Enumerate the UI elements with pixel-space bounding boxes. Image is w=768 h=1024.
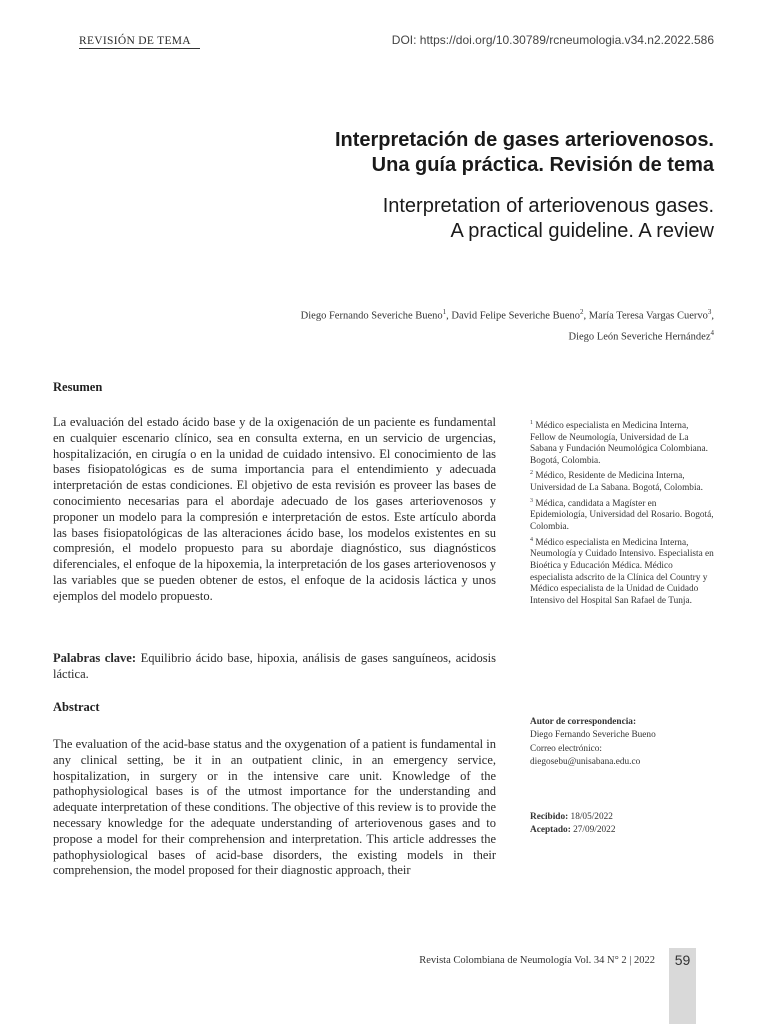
author-4: Diego León Severiche Hernández: [568, 331, 711, 342]
footnote-2: [530, 468, 714, 494]
keywords-text: Equilibrio ácido base, hipoxia, análisis de gases sanguíneos, acidosis láctica.: [53, 651, 496, 681]
keywords: [53, 651, 496, 683]
author-separator: ,: [711, 310, 714, 322]
title-english: [383, 194, 714, 244]
authors-line2: [301, 325, 714, 346]
section-label: REVISIÓN DE TEMA: [79, 35, 200, 49]
footnote-number: 2: [530, 470, 533, 477]
title-en-line1: Interpretation of arteriovenous gases.: [382, 195, 714, 217]
footnote-text: Médico especialista en Medicina Interna, Fellow de Neumología, Universidad de La Sabana y Fundación Neumológica Colombiana. Bogotá, Colombia.: [530, 421, 708, 466]
footnote-number: 3: [530, 497, 533, 504]
footnote-text: Médica, candidata a Magíster en Epidemiología, Universidad del Rosario. Bogotá, Colombia.: [530, 498, 714, 533]
correspondence: [530, 716, 720, 770]
footnote-text: Médico, Residente de Medicina Interna, Universidad de La Sabana. Bogotá, Colombia.: [530, 471, 703, 494]
accepted-date: [530, 824, 720, 837]
received-value: 18/05/2022: [568, 812, 613, 822]
title-es-line2: Una guía práctica. Revisión de tema: [371, 154, 714, 176]
authors-line1: [301, 304, 714, 325]
journal-footer: Revista Colombiana de Neumología Vol. 34 N° 2 | 2022: [419, 955, 655, 966]
author-separator: ,: [583, 310, 589, 322]
abstract-heading: Abstract: [53, 700, 100, 714]
author-1: Diego Fernando Severiche Bueno: [300, 310, 443, 322]
resumen-heading: Resumen: [53, 380, 103, 394]
affiliation-footnotes: [530, 418, 714, 608]
author-1-affil: 1: [442, 308, 447, 316]
author-2-affil: 2: [580, 308, 584, 316]
author-2: David Felipe Severiche Bueno: [451, 310, 581, 322]
title-spanish: [335, 128, 714, 178]
author-list: [301, 304, 714, 345]
received-date: [530, 811, 720, 824]
author-3: María Teresa Vargas Cuervo: [588, 310, 708, 322]
dates: [530, 811, 720, 837]
correspondence-name: Diego Fernando Severiche Bueno: [530, 730, 656, 741]
title-es-line1: Interpretación de gases arteriovenosos.: [334, 129, 714, 151]
footnote-text: Médico especialista en Medicina Interna, Neumología y Cuidado Intensivo. Especialista en Bioética y Educación Médica. Médico especialista adscrito de la Clínica del Country y Médico especialista de la Unidad de Cuidado Intensivo del Hospital San Rafael de Tunja.: [530, 537, 714, 606]
page-number: 59: [674, 952, 691, 968]
footnote-number: 4: [530, 536, 533, 543]
author-3-affil: 3: [707, 308, 712, 316]
correspondence-email[interactable]: diegosebu@unisabana.edu.co: [530, 757, 641, 768]
correspondence-label: Autor de correspondencia:: [530, 717, 637, 727]
resumen-text: La evaluación del estado ácido base y de la oxigenación de un paciente es fundamental en cualquier escenario clínico, sea en consulta externa, en un servicio de urgencias, hospitalización, en cirugía o en la unidad de cuidado intensivo. El conocimiento de las bases fisiopatológicas es de suma importancia para el entendimiento y adecuada interpretación de estas condiciones. El objetivo de esta revisión es proveer las bases de conocimiento necesarias para el abordaje adecuado de los gases arteriovenosos y proponer un modelo para la compresión e interpretación de estos. Este artículo aborda las bases fisiopatológicas de las alteraciones ácido base, los modelos existentes en su compresión, el modelo propuesto para su abordaje diagnóstico, sus diagnósticos diferenciales, el enfoque de la hipoxemia, la interpretación de los gases arteriovenosos y las variables que se pueden obtener de estos, el enfoque de la acidosis láctica y unos ejemplos del modelo propuesto.: [53, 415, 496, 603]
abstract-text: The evaluation of the acid-base status and the oxygenation of a patient is fundamental in any clinical setting, be it in an outpatient clinic, in an emergency service, hospitalization, in surgery or in the intensive care unit. Knowledge of the pathophysiological bases is of the utmost importance for the understanding and adequate interpretation of these conditions. The objective of this review is to provide the necessary knowledge for the adequate understanding of arteriovenous gases and to propose a model for their comprehension and interpretation. This article addresses the pathophysiological bases of acid-base disorders, the existing models in their comprehension, the model proposed for their diagnostic approach, their: [53, 737, 496, 878]
footnote-3: [530, 496, 714, 534]
author-separator: ,: [446, 310, 452, 322]
title-en-line2: A practical guideline. A review: [450, 220, 714, 242]
author-4-affil: 4: [710, 328, 714, 337]
correspondence-email-label: Correo electrónico:: [530, 743, 603, 754]
accepted-label: Aceptado:: [530, 825, 571, 835]
footnote-1: [530, 418, 714, 467]
keywords-label: Palabras clave:: [53, 651, 137, 665]
footnote-number: 1: [530, 420, 533, 426]
accepted-value: 27/09/2022: [570, 825, 616, 835]
doi-link[interactable]: DOI: https://doi.org/10.30789/rcneumologia.v34.n2.2022.586: [391, 33, 714, 47]
received-label: Recibido:: [530, 812, 569, 822]
footnote-4: [530, 535, 714, 608]
